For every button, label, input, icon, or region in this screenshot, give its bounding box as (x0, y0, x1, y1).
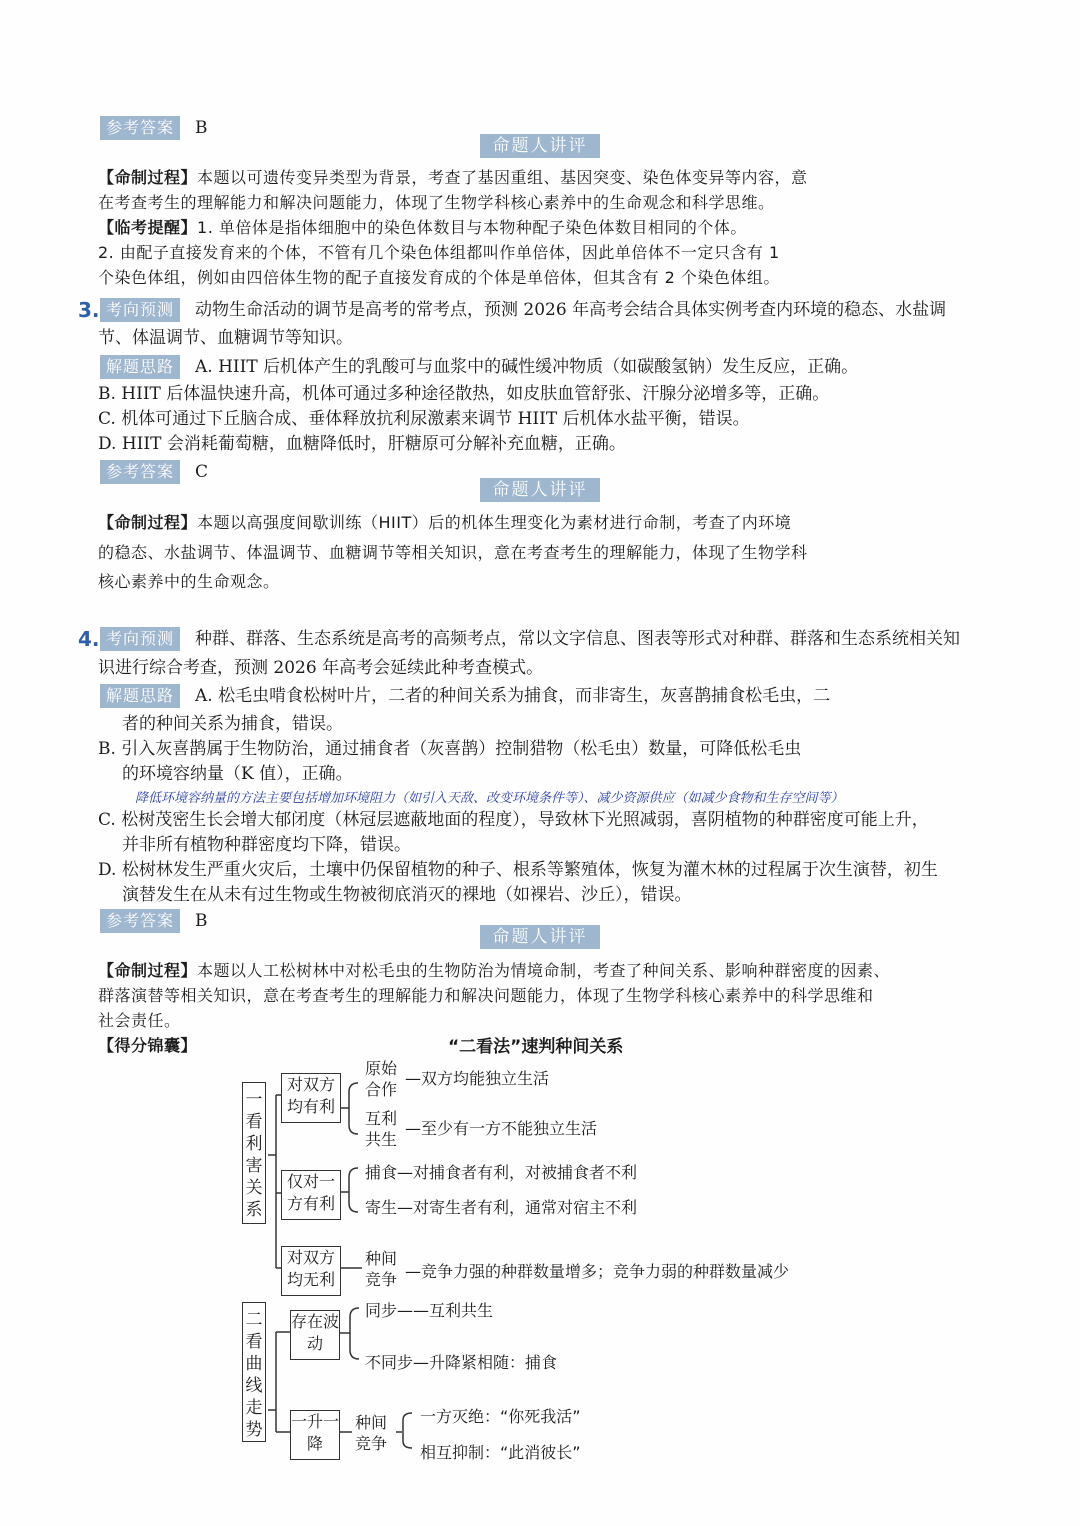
remind-text: 1. 单倍体是指体细胞中的染色体数目与本物种配子染色体数目相同的个体。 (197, 218, 747, 237)
leaf-label: 互利共生 (365, 1109, 398, 1149)
commentary-banner: 命题人讲评 (480, 925, 600, 949)
leaf-desc: —竞争力强的种群数量增多；竞争力弱的种群数量减少 (405, 1262, 790, 1281)
forecast-tag: 考向预测 (100, 298, 180, 322)
leaf-label: 种间竞争 (365, 1249, 398, 1289)
leaf-parasitism: 寄生—对寄生者有利，通常对宿主不利 (365, 1198, 638, 1217)
group-box-no-benefit: 对双方均无利 (281, 1246, 341, 1296)
leaf-label: 原始合作 (365, 1059, 398, 1099)
commentary-banner: 命题人讲评 (480, 134, 600, 158)
answer-tag: 参考答案 (100, 460, 180, 484)
forecast-text: 动物生命活动的调节是高考的常考点，预测 2026 年高考会结合具体实例考查内环境的稳态、水盐调 (195, 300, 947, 320)
option-b-cont: 的环境容纳量（K 值），正确。 (122, 764, 353, 784)
group-box-mutual-benefit: 对双方均有利 (281, 1073, 341, 1123)
forecast-text: 节、体温调节、血糖调节等知识。 (98, 328, 353, 348)
thinking-tag: 解题思路 (100, 355, 180, 379)
process-text: 本题以人工松树林中对松毛虫的生物防治为情境命制，考查了种间关系、影响种群密度的因素、 (197, 961, 891, 980)
process-label: 【命制过程】 (98, 961, 198, 980)
leaf-sync: 同步——互利共生 (365, 1301, 494, 1320)
remind-line: 个染色体组，例如由四倍体生物的配子直接发育成的个体是单倍体，但其含有 2 个染色体组。 (98, 268, 780, 287)
option-a-cont: 者的种间关系为捕食，错误。 (122, 714, 343, 734)
answer-tag: 参考答案 (100, 909, 180, 933)
leaf-async: 不同步—升降紧相随：捕食 (365, 1353, 558, 1372)
option-d-cont: 演替发生在从未有过生物或生物被彻底消灭的裸地（如裸岩、沙丘），错误。 (122, 885, 692, 905)
option-d: D. 松树林发生严重火灾后，土壤中仍保留植物的种子、根系等繁殖体，恢复为灌木林的过程属于次生演替，初生 (98, 860, 938, 880)
option-d: D. HIIT 会消耗葡萄糖，血糖降低时，肝糖原可分解补充血糖，正确。 (98, 434, 626, 454)
group-sub-label: 种间竞争 (355, 1413, 388, 1453)
remind-label: 【临考提醒】 (98, 218, 198, 237)
forecast-text: 识进行综合考查，预测 2026 年高考会延续此种考查模式。 (98, 658, 544, 678)
process-line: 群落演替等相关知识，意在考查考生的理解能力和解决问题能力，体现了生物学科核心素养中的科学思维和 (98, 986, 874, 1005)
leaf-extinction: 一方灭绝：“你死我活” (420, 1407, 581, 1426)
option-c: C. 松树茂密生长会增大郁闭度（林冠层遮蔽地面的程度），导致林下光照减弱，喜阴植物的种群密度可能上升， (98, 810, 929, 830)
root-box-1: 一看利害关系 (242, 1082, 266, 1224)
leaf-predation: 捕食—对捕食者有利，对被捕食者不利 (365, 1163, 638, 1182)
leaf-desc: —双方均能独立生活 (405, 1069, 550, 1088)
thinking-tag: 解题思路 (100, 684, 180, 708)
process-line: 核心素养中的生命观念。 (98, 572, 280, 591)
handwritten-note: 降低环境容纳量的方法主要包括增加环境阻力（如引入天敌、改变环境条件等）、减少资源供应（如减少食物和生存空间等） (135, 791, 844, 806)
remind-line: 2. 由配子直接发育来的个体，不管有几个染色体组都叫作单倍体，因此单倍体不一定只含有 1 (98, 243, 780, 262)
forecast-tag: 考向预测 (100, 627, 180, 651)
question-number: 3. (78, 298, 100, 322)
process-text: 本题以可遗传变异类型为背景，考查了基因重组、基因突变、染色体变异等内容，意 (197, 168, 808, 187)
option-c: C. 机体可通过下丘脑合成、垂体释放抗利尿激素来调节 HIIT 后机体水盐平衡，错误。 (98, 409, 750, 429)
option-b: B. 引入灰喜鹊属于生物防治，通过捕食者（灰喜鹊）控制猎物（松毛虫）数量，可降低松毛虫 (98, 739, 802, 759)
group-box-fluctuation: 存在波动 (290, 1310, 340, 1360)
process-line: 在考查考生的理解能力和解决问题能力，体现了生物学科核心素养中的生命观念和科学思维。 (98, 193, 775, 212)
answer-value: C (195, 462, 209, 482)
option-a: A. 松毛虫啃食松树叶片，二者的种间关系为捕食，而非寄生，灰喜鹊捕食松毛虫，二 (195, 686, 831, 706)
group-box-one-benefit: 仅对一方有利 (281, 1170, 341, 1220)
leaf-inhibition: 相互抑制：“此消彼长” (420, 1443, 581, 1462)
question-number: 4. (78, 627, 100, 651)
process-label: 【命制过程】 (98, 168, 198, 187)
option-c-cont: 并非所有植物种群密度均下降，错误。 (122, 835, 411, 855)
mindmap-title: “二看法”速判种间关系 (448, 1037, 624, 1057)
option-b: B. HIIT 后体温快速升高，机体可通过多种途径散热，如皮肤血管舒张、汗腺分泌增多等，正确。 (98, 384, 830, 404)
root-box-2: 二看曲线走势 (242, 1302, 266, 1442)
process-line: 的稳态、水盐调节、体温调节、血糖调节等相关知识，意在考查考生的理解能力，体现了生物学科 (98, 543, 808, 562)
answer-value: B (195, 118, 208, 138)
process-text: 本题以高强度间歇训练（HIIT）后的机体生理变化为素材进行命制，考查了内环境 (197, 513, 792, 532)
option-a: A. HIIT 后机体产生的乳酸可与血浆中的碱性缓冲物质（如碳酸氢钠）发生反应，正确。 (195, 357, 859, 377)
answer-value: B (195, 911, 208, 931)
group-box-rise-fall: 一升一降 (290, 1410, 340, 1460)
process-label: 【命制过程】 (98, 513, 198, 532)
tips-label: 【得分锦囊】 (98, 1036, 198, 1055)
process-line: 社会责任。 (98, 1011, 181, 1030)
commentary-banner: 命题人讲评 (480, 478, 600, 502)
answer-tag: 参考答案 (100, 116, 180, 140)
leaf-desc: —至少有一方不能独立生活 (405, 1119, 598, 1138)
forecast-text: 种群、群落、生态系统是高考的高频考点，常以文字信息、图表等形式对种群、群落和生态系统相关知 (195, 629, 960, 649)
